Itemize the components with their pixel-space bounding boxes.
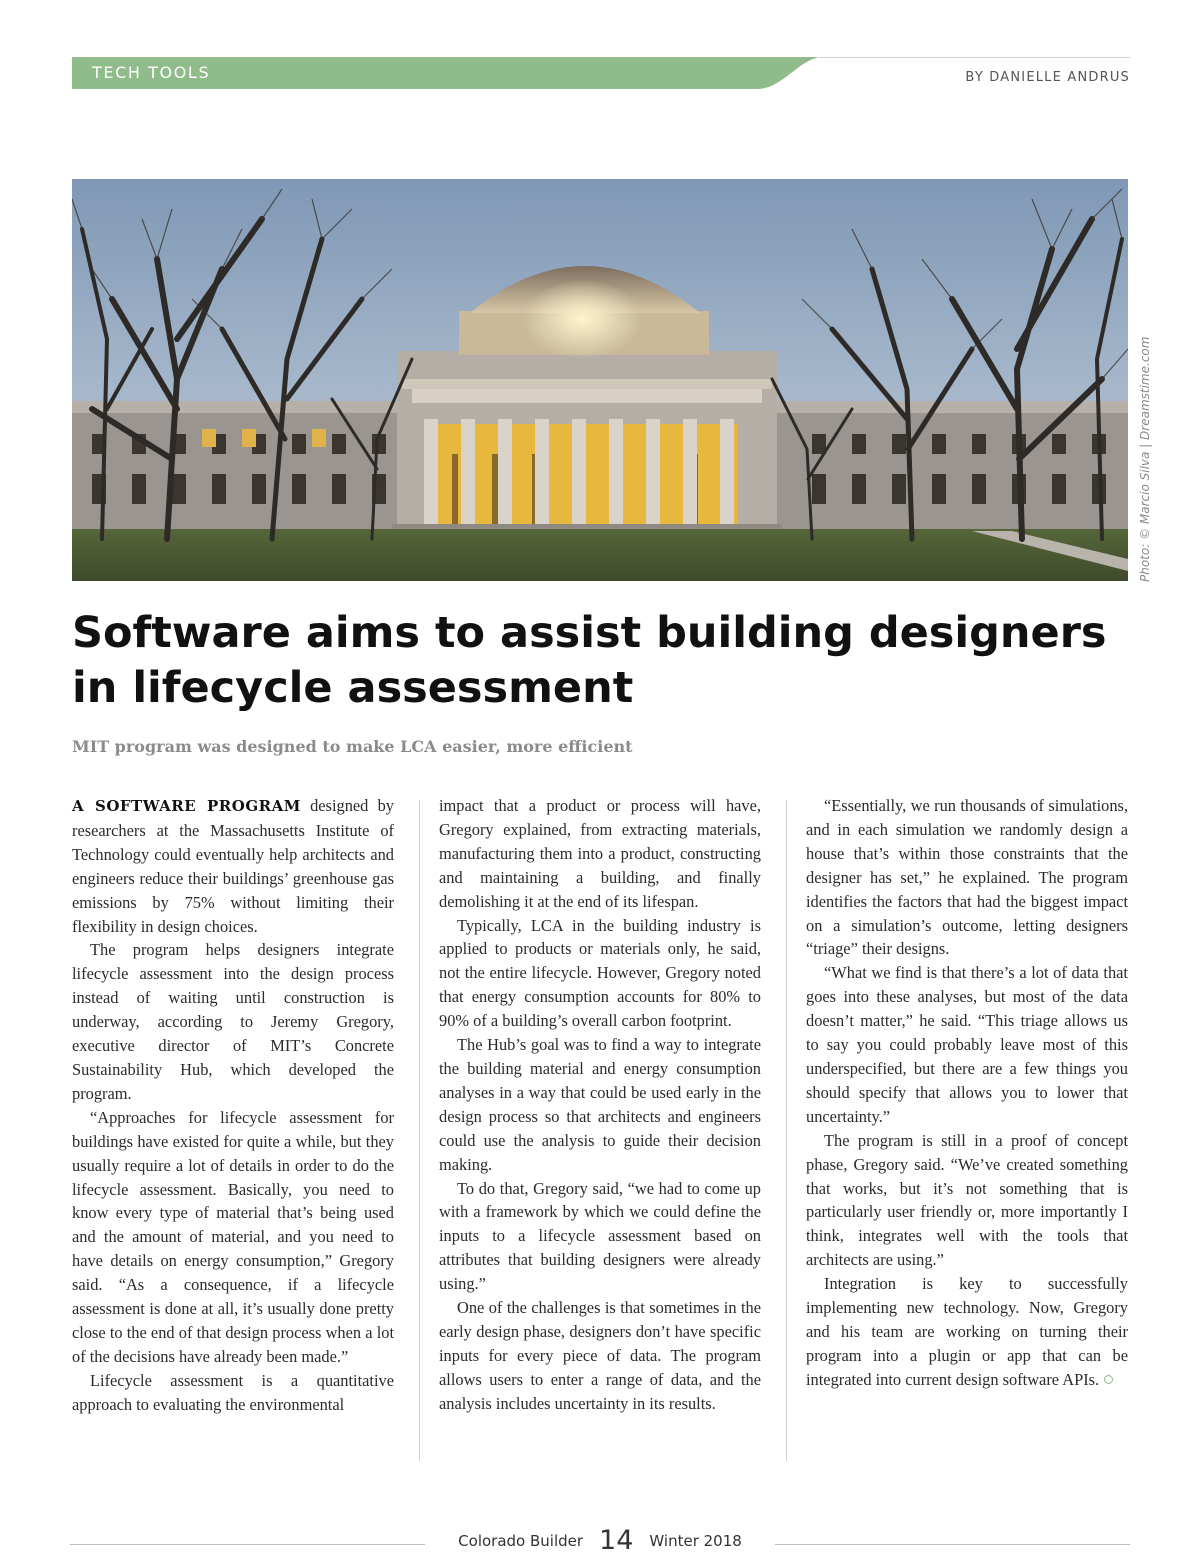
- issue-date: Winter 2018: [649, 1532, 742, 1550]
- paragraph: The program is still in a proof of concept phase, Gregory said. “We’ve created something that works, but it’s not something that is particularly user friendly or, more importantly I think, integrates well with the tools that architects are using.”: [806, 1130, 1128, 1270]
- paragraph-text: Integration is key to successfully implementing new technology. Now, Gregory and his team are working on turning their program into a plugin or app that can be integrated into current design software APIs.: [806, 1274, 1128, 1389]
- paragraph: Lifecycle assessment is a quantitative approach to evaluating the environmental: [72, 1370, 394, 1414]
- page-footer: [0, 1525, 1200, 1556]
- page-number: 14: [599, 1525, 634, 1556]
- byline: BY DANIELLE ANDRUS: [965, 70, 1130, 85]
- photo-credit: Photo: © Marcio Silva | Dreamstime.com: [1138, 336, 1152, 582]
- end-of-article-icon: [1104, 1375, 1113, 1384]
- paragraph: Typically, LCA in the building industry is applied to products or materials only, he said, not the entire lifecycle. However, Gregory noted that energy consumption accounts for 80% to 90% of a building’s overall carbon footprint.: [439, 915, 761, 1031]
- header-rule: [820, 57, 1130, 58]
- paragraph: “Approaches for lifecycle assessment for buildings have existed for quite a while, but they usually require a lot of details in order to do the lifecycle assessment. Basically, you need to know every type of material that’s being used and the amount of material, and you need to have details on energy consumption,” Gregory said. “As a consequence, if a lifecycle assessment is done at all, it’s usually done pretty close to the end of that design process when a lot of the decisions have already been made.”: [72, 1107, 394, 1366]
- paragraph: The Hub’s goal was to find a way to integrate the building material and energy consumption analyses in a way that could be used early in the design process so that architects and engineers could use the analysis to guide their decision making.: [439, 1035, 761, 1174]
- article-subhead: MIT program was designed to make LCA easier, more efficient: [72, 737, 633, 756]
- paragraph-text: designed by researchers at the Massachusetts Institute of Technology could eventually help architects and engineers reduce their buildings’ greenhouse gas emissions by 75% without limiting their flexibility in design choices.: [72, 796, 394, 936]
- paragraph: To do that, Gregory said, “we had to come up with a framework by which we could define the inputs to a lifecycle assessment based on attributes that building designers were already using.”: [439, 1178, 761, 1294]
- paragraph: The program helps designers integrate lifecycle assessment into the design process instead of waiting until construction is underway, according to Jeremy Gregory, executive director of MIT’s Concrete Sustainability Hub, which developed the program.: [72, 940, 394, 1103]
- paragraph: [806, 1272, 1128, 1392]
- article-photo: [72, 179, 1128, 581]
- article-column-3: [806, 794, 1128, 1392]
- paragraph: One of the challenges is that sometimes in the early design phase, designers don’t have specific inputs for every piece of data. The program allows users to enter a range of data, and the analysis includes uncertainty in its results.: [439, 1298, 761, 1413]
- lead-in: A SOFTWARE PROGRAM: [72, 797, 301, 815]
- paragraph: impact that a product or process will have, Gregory explained, from extracting materials, manufacturing them into a product, constructing and maintaining a building, and finally demolishing it at the end of its lifespan.: [439, 796, 761, 911]
- paragraph: [72, 794, 394, 938]
- article-column-1: [72, 794, 394, 1417]
- paragraph: “What we find is that there’s a lot of data that goes into these analyses, but most of the data doesn’t matter,” he said. “This triage allows us to say you could probably leave most of this underspecified, but there are a few things you should specify that allows you to lower that uncertainty.”: [806, 963, 1128, 1126]
- article-column-2: [439, 794, 761, 1416]
- section-label: TECH TOOLS: [92, 63, 211, 82]
- publication-name: Colorado Builder: [458, 1532, 584, 1550]
- column-divider: [419, 800, 420, 1461]
- column-divider: [786, 800, 787, 1461]
- paragraph: “Essentially, we run thousands of simulations, and in each simulation we randomly design a house that’s within those constraints that the designer has set,” he explained. The program identifies the factors that had the biggest impact on a simulation’s outcome, letting designers “triage” their designs.: [806, 796, 1128, 959]
- article-headline: Software aims to assist building designers in lifecycle assessment: [72, 608, 1107, 713]
- mit-dome-illustration: [72, 179, 1128, 581]
